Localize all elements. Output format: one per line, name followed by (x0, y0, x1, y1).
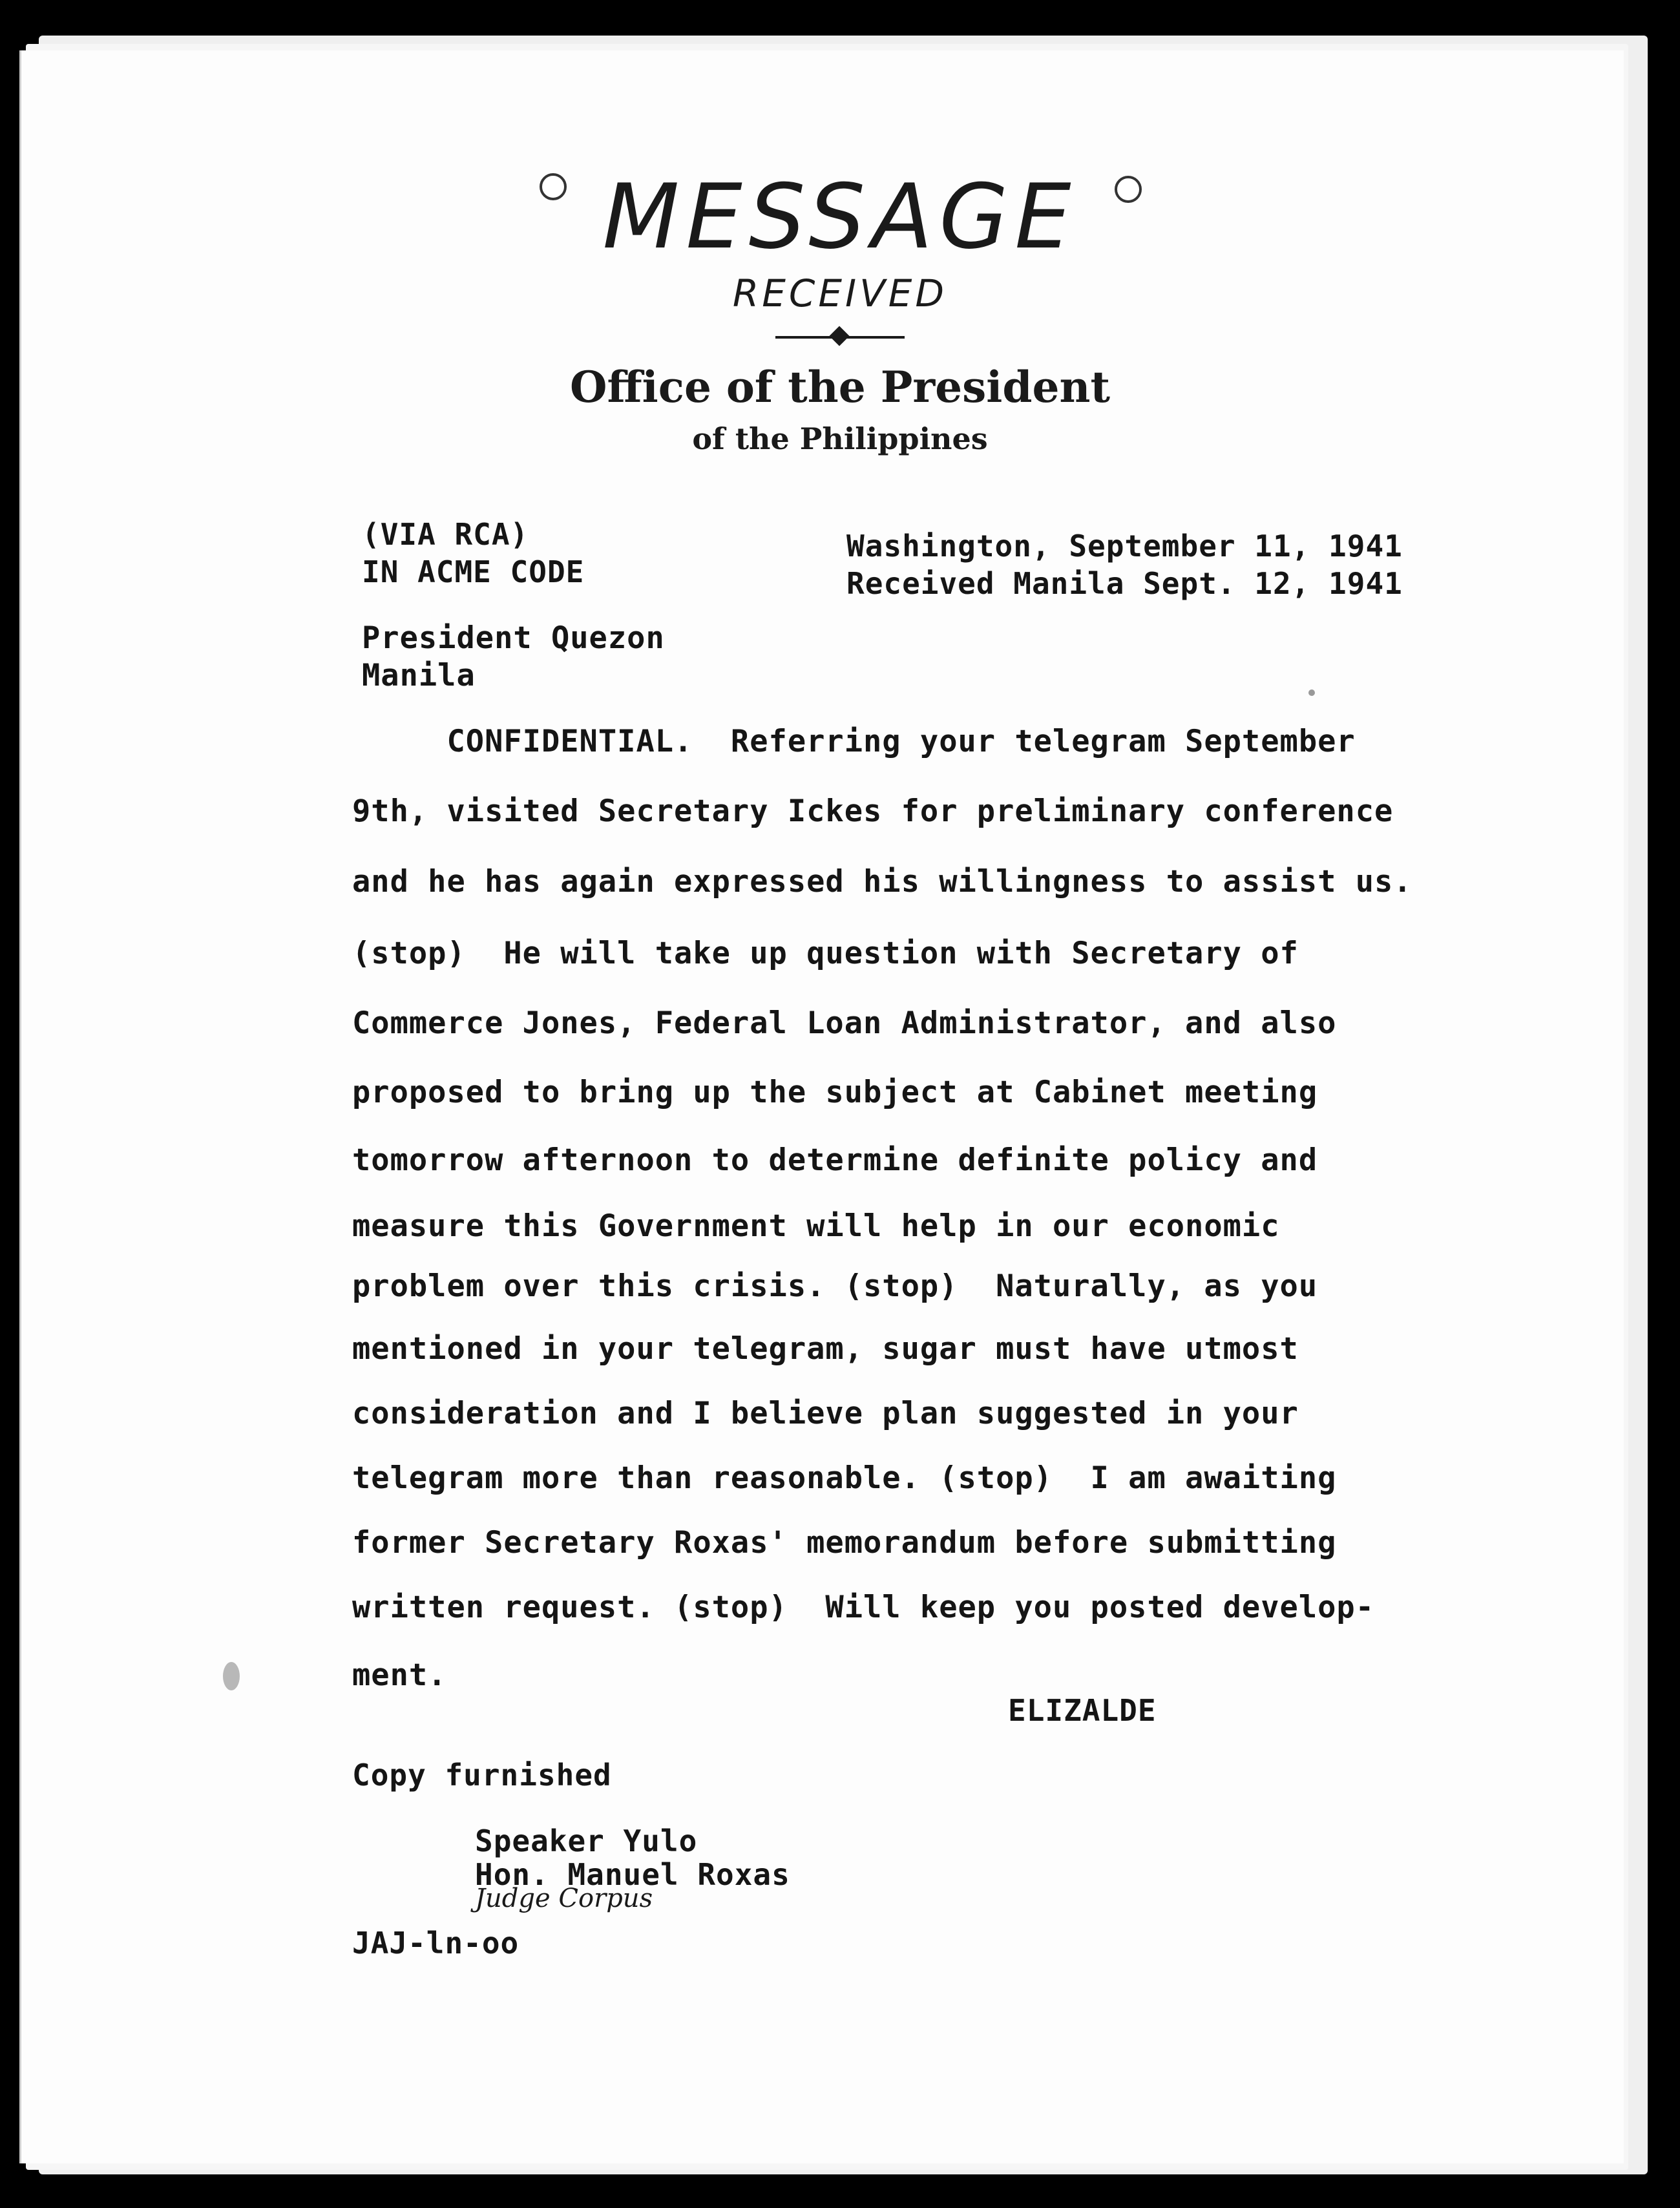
copy-recipient-speaker: Speaker Yulo (475, 1824, 698, 1858)
reference-initials: JAJ-ln-oo (352, 1926, 520, 1961)
addressee-city: Manila (362, 658, 476, 693)
transmission-method: (VIA RCA) (362, 517, 529, 552)
body-line: Commerce Jones, Federal Loan Administrator, and also (352, 1005, 1337, 1041)
body-line: and he has again expressed his willingness to assist us. (352, 864, 1412, 899)
letterhead-title: MESSAGE (602, 165, 1078, 269)
body-line: written request. (stop) Will keep you posted develop- (352, 1590, 1375, 1625)
body-line: 9th, visited Secretary Ickes for preliminary conference (352, 794, 1394, 829)
body-line: (stop) He will take up question with Secretary of (352, 936, 1299, 971)
body-line: ment. (352, 1657, 447, 1693)
transmission-code: IN ACME CODE (362, 554, 585, 589)
body-line: consideration and I believe plan suggested in your (352, 1396, 1299, 1431)
letterhead-office: Office of the President (570, 362, 1110, 412)
body-line: former Secretary Roxas' memorandum before submitting (352, 1525, 1337, 1561)
body-line: problem over this crisis. (stop) Naturally, as you (352, 1268, 1318, 1304)
letterhead-office-line2: of the Philippines (692, 421, 988, 456)
body-line: mentioned in your telegram, sugar must have utmost (352, 1331, 1299, 1367)
signature: ELIZALDE (1008, 1693, 1157, 1728)
body-line: tomorrow afternoon to determine definite policy and (352, 1142, 1318, 1178)
copy-recipient-roxas: Hon. Manuel Roxas (475, 1857, 790, 1892)
addressee-name: President Quezon (362, 620, 665, 656)
ink-dot (1308, 689, 1315, 696)
received-date: Received Manila Sept. 12, 1941 (846, 566, 1403, 601)
origin-date: Washington, September 11, 1941 (846, 529, 1403, 563)
body-line: telegram more than reasonable. (stop) I am awaiting (352, 1460, 1337, 1496)
body-line: proposed to bring up the subject at Cabinet meeting (352, 1075, 1318, 1110)
copy-furnished-label: Copy furnished (352, 1758, 612, 1793)
ink-smudge (223, 1662, 240, 1690)
letterhead-subtitle: RECEIVED (732, 271, 948, 315)
body-line: CONFIDENTIAL. Referring your telegram September (352, 724, 1356, 759)
handwritten-recipient: Judge Corpus (475, 1884, 653, 1913)
body-line: measure this Government will help in our economic (352, 1208, 1280, 1244)
